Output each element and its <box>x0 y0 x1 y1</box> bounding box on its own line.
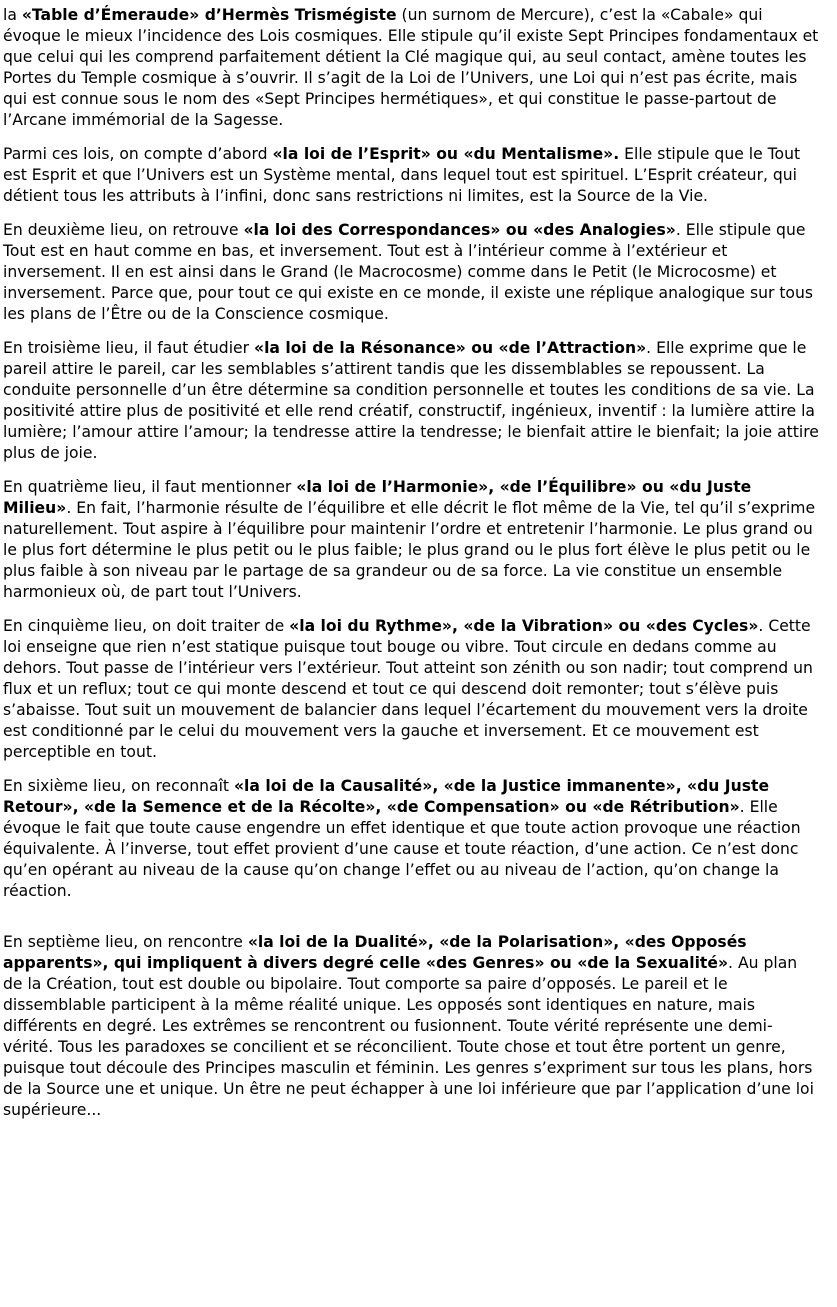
body-text: Elle stipule que le Tout est Esprit et que l’Univers est un Système mental, dans lequel tout est spirituel. L’Esprit créateur, qui détient tous les attributs à l’infini, donc sans restrictions ni limites, est la Source de la Vie. <box>3 145 801 205</box>
body-text: En septième lieu, on rencontre <box>3 933 248 951</box>
paragraph-7 <box>3 776 821 902</box>
paragraph-6 <box>3 616 821 763</box>
law-name-bold-text: «la loi du Rythme», «de la Vibration» ou «des Cycles» <box>289 617 759 635</box>
paragraph-8 <box>3 932 821 1121</box>
paragraph-1 <box>3 5 821 131</box>
paragraph-3 <box>3 220 821 325</box>
body-text: En quatrième lieu, il faut mentionner <box>3 478 297 496</box>
body-text: . Elle évoque le fait que toute cause engendre un effet identique et que toute action provoque une réaction équivalente. À l’inverse, tout effet provient d’une cause et toute réaction, d’une action. Ce n’est donc qu’en opérant au niveau de la cause qu’on change l’effet ou au niveau de l’action, qu’on change la réaction. <box>3 798 801 900</box>
body-text: En troisième lieu, il faut étudier <box>3 339 254 357</box>
law-name-bold-text: «la loi de la Résonance» ou «de l’Attraction» <box>254 339 647 357</box>
paragraph-4 <box>3 338 821 464</box>
body-text: . En fait, l’harmonie résulte de l’équilibre et elle décrit le flot même de la Vie, tel qu’il s’exprime naturellement. Tout aspire à l’équilibre pour maintenir l’ordre et entretenir l’harmonie. Le plus grand ou le plus fort détermine le plus petit ou le plus faible; le plus grand ou le plus fort élève le plus petit ou le plus faible à son niveau par le partage de sa grandeur ou de sa force. La vie constitue un ensemble harmonieux où, de part tout l’Univers. <box>3 499 816 601</box>
body-text: En sixième lieu, on reconnaît <box>3 777 234 795</box>
law-name-bold-text: «la loi de la Dualité», «de la Polarisation», «des Opposés apparents», qui impliquent à divers degré celle «des Genres» ou «de la Sexualité» <box>3 933 747 972</box>
law-name-bold-text: «la loi de l’Harmonie», «de l’Équilibre» ou «du Juste Milieu» <box>3 478 752 517</box>
body-text: En deuxième lieu, on retrouve <box>3 221 244 239</box>
law-name-bold-text: «la loi de la Causalité», «de la Justice immanente», «du Juste Retour», «de la Semence et de la Récolte», «de Compensation» ou «de Rétribution» <box>3 777 770 816</box>
body-text: . Au plan de la Création, tout est double ou bipolaire. Tout comporte sa paire d’opposés. Le pareil et le dissemblable participent à la même réalité unique. Les opposés sont identiques en nature, mais différents en degré. Les extrêmes se rencontrent ou fusionnent. Toute vérité représente une demi-vérité. Tous les paradoxes se concilient et se réconcilient. Toute chose et tout être portent un genre, puisque tout découle des Principes masculin et féminin. Les genres s’expriment sur tous les plans, hors de la Source une et unique. Un être ne peut échapper à une loi inférieure que par l’application d’une loi supérieure... <box>3 954 814 1119</box>
law-name-bold-text: «Table d’Émeraude» d’Hermès Trismégiste <box>21 6 397 24</box>
paragraph-2 <box>3 144 821 207</box>
paragraph-5 <box>3 477 821 603</box>
law-name-bold-text: «la loi de l’Esprit» ou «du Mentalisme». <box>272 145 620 163</box>
law-name-bold-text: «la loi des Correspondances» ou «des Analogies» <box>243 221 676 239</box>
body-text: (un surnom de Mercure), c’est la «Cabale» qui évoque le mieux l’incidence des Lois cosmiques. Elle stipule qu’il existe Sept Principes fondamentaux et que celui qui les comprend parfaitement détient la Clé magique qui, au seul contact, amène toutes les Portes du Temple cosmique à s’ouvrir. Il s’agit de la Loi de l’Univers, une Loi qui n’est pas écrite, mais qui est connue sous le nom des «Sept Principes hermétiques», et qui constitue le passe-partout de l’Arcane immémorial de la Sagesse. <box>3 6 819 129</box>
body-text: . Elle stipule que Tout est en haut comme en bas, et inversement. Tout est à l’intérieur comme à l’extérieur et inversement. Il en est ainsi dans le Grand (le Macrocosme) comme dans le Petit (le Microcosme) et inversement. Parce que, pour tout ce qui existe en ce monde, il existe une réplique analogique sur tous les plans de l’Être ou de la Conscience cosmique. <box>3 221 813 323</box>
body-text: la <box>3 6 22 24</box>
body-text: . Elle exprime que le pareil attire le pareil, car les semblables s’attirent tandis que les dissemblables se repoussent. La conduite personnelle d’un être détermine sa condition personnelle et toutes les conditions de sa vie. La positivité attire plus de positivité et elle rend créatif, constructif, ingénieux, inventif : la lumière attire la lumière; l’amour attire l’amour; la tendresse attire la tendresse; le bienfait attire le bienfait; la joie attire plus de joie. <box>3 339 819 462</box>
body-text: Parmi ces lois, on compte d’abord <box>3 145 273 163</box>
body-text: En cinquième lieu, on doit traiter de <box>3 617 290 635</box>
body-text: . Cette loi enseigne que rien n’est statique puisque tout bouge ou vibre. Tout circule en dedans comme au dehors. Tout passe de l’intérieur vers l’extérieur. Tout atteint son zénith ou son nadir; tout comprend un flux et un reflux; tout ce qui monte descend et tout ce qui descend doit remonter; tout s’élève puis s’abaisse. Tout suit un mouvement de balancier dans lequel l’écartement du mouvement vers la droite est conditionné par le celui du mouvement vers la gauche et inversement. Et ce mouvement est perceptible en tout. <box>3 617 813 761</box>
